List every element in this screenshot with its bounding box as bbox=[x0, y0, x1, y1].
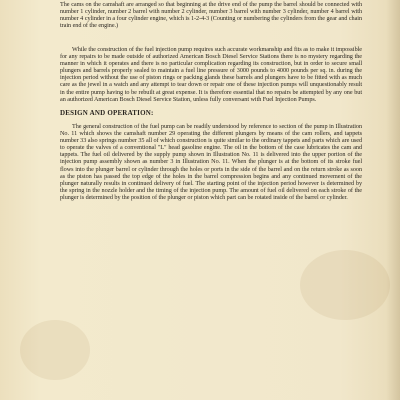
paragraph-cam-arrangement: The cams on the camshaft are arranged so that beginning at the drive end of the pump the barrel should be connected with number 1 cylinder, number 2 barrel with number 2 cylinder, number 3 barrel with number 3 cylinder, number 4 barrel with number 4 cylinder in a four cylinder engine, which is 1-2-4-3 (Counting or numbering the cylinders from the gear and chain train end of the engine.) bbox=[60, 1, 362, 30]
paragraph-repair-warning: While the construction of the fuel injection pump requires such accurate workmanship and fits as to make it impossible for any repairs to be made outside of authorized American Bosch Diesel Service Stations there is no mystery regarding the manner in which it operates and there is no particular complication regarding its construction, but in order to secure small plungers and barrels properly sealed to maintain a fuel line pressure of 3000 pounds to 4000 pounds per sq. in. during the injection period without the use of piston rings or packing glands these barrels and plungers have to be fitted with as much care as the jewel in a watch and any attempt to tear down or repair one of these injection pumps will unquestionably result in the entire pump having to be rebuilt at great expense. It is therefore essential that no repairs be attempted by any one but an authorized American Bosch Diesel Service Station, unless fully conversant with Fuel Injection Pumps. bbox=[60, 46, 362, 103]
paper-stain bbox=[300, 250, 390, 320]
section-heading: DESIGN AND OPERATION: bbox=[60, 109, 154, 117]
page-edge-shadow bbox=[386, 0, 400, 400]
paragraph-design-operation: The general construction of the fuel pump can be readily understood by reference to section of the pump in Illustration No. 11 which shows the camshaft number 29 operating the different plungers by means of the cam rollers, and tappets number 33 also springs number 35 all of which construction is quite similar to the ordinary tappets and parts which are used to operate the valves of a conventional "L" head gasoline engine. The oil in the bottom of the case lubricates the cam and tappets. The fuel oil delivered by the supply pump shown in Illustration No. 11 is delivered into the upper portion of the injection pump assembly shown as number 3 in Illustration No. 11. When the plunger is at the bottom of its stroke fuel flows into the plunger barrel or cylinder through the holes or ports in the side of the barrel and on the return stroke as soon as the piston has passed the top edge of the holes in the barrel compression begins and any continued movement of the plunger naturally results in continued delivery of fuel. The starting point of the injection period however is determined by the spring in the nozzle holder and the timing of the injection pump. The amount of fuel oil delivered on each stroke of the plunger is determined by the position of the plunger or piston which part can be rotated inside of the barrel or cylinder. bbox=[60, 123, 362, 201]
paper-stain bbox=[20, 320, 90, 380]
